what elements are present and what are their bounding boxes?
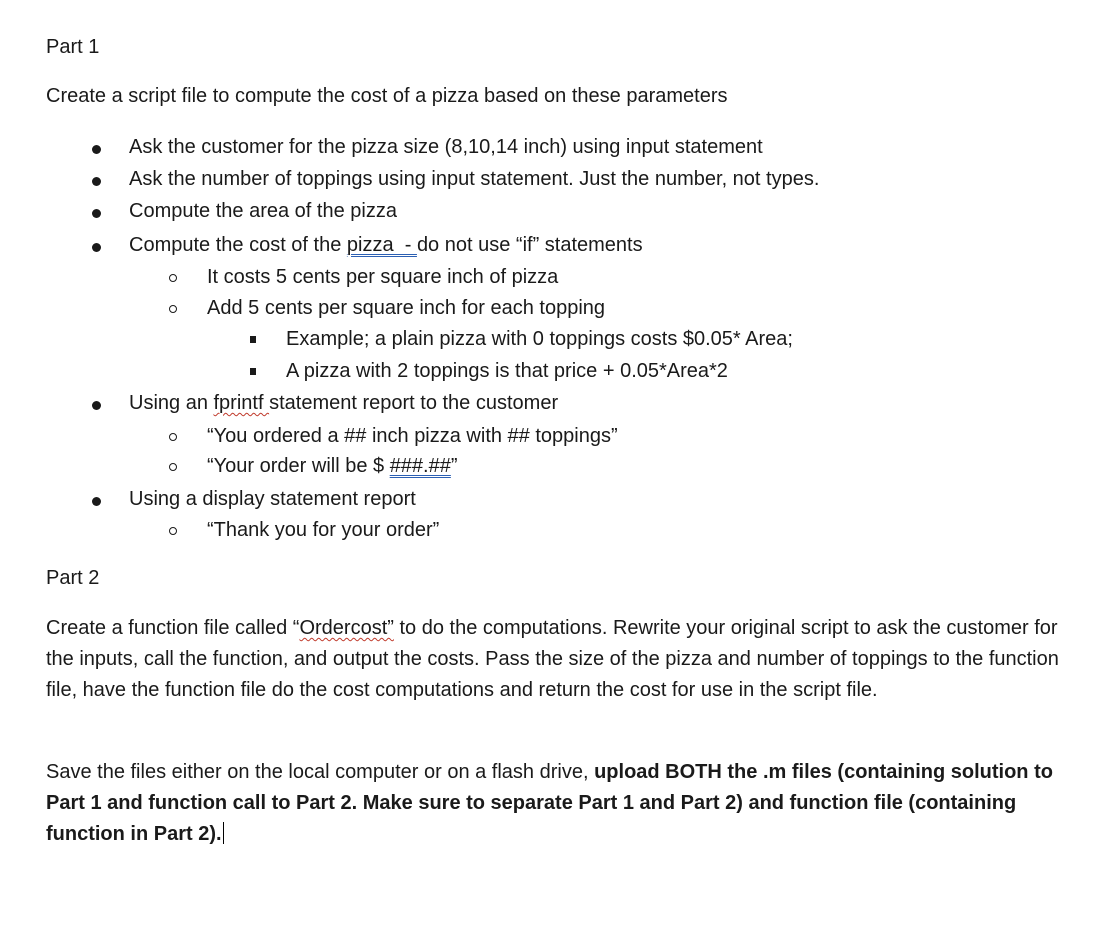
paragraph-text: to do the computations. Rewrite your original script to ask the customer for the inputs, call the function, and output the costs. Pass the size of the pizza and number of toppings to the function file, have the function file do the cost computations and return the cost for use in the script file.	[46, 617, 1059, 701]
list-item: Ask the number of toppings using input statement. Just the number, not types.	[129, 168, 820, 190]
spelling-flag[interactable]: fprintf	[213, 392, 270, 414]
bullet-dot-icon	[92, 209, 101, 218]
list-item-text: statement report to the customer	[269, 392, 559, 414]
bullet-dot-icon	[92, 243, 101, 252]
square-bullet-icon	[250, 336, 256, 343]
bullet-dot-icon	[92, 401, 101, 410]
part1-heading: Part 1	[46, 36, 100, 58]
submission-paragraph	[46, 757, 1066, 850]
paragraph-text: Create a function file called “	[46, 617, 300, 639]
grammar-flag[interactable]: ###.##	[389, 455, 451, 477]
hollow-bullet-icon	[169, 527, 177, 535]
list-item	[129, 234, 643, 257]
hollow-bullet-icon	[169, 463, 177, 471]
hollow-bullet-icon	[169, 274, 177, 282]
list-item: Ask the customer for the pizza size (8,10,14 inch) using input statement	[129, 136, 763, 158]
list-item: Compute the area of the pizza	[129, 200, 397, 222]
part1-intro: Create a script file to compute the cost of a pizza based on these parameters	[46, 85, 728, 107]
bullet-dot-icon	[92, 497, 101, 506]
grammar-flag[interactable]: pizza -	[346, 234, 417, 256]
sub-list-item: “You ordered a ## inch pizza with ## toppings”	[207, 425, 618, 447]
part2-heading: Part 2	[46, 567, 100, 589]
paragraph-text: Save the files either on the local computer or on a flash drive,	[46, 761, 595, 783]
text-cursor	[223, 822, 225, 844]
list-item-text: “Your order will be $	[207, 455, 390, 477]
spelling-flag[interactable]: Ordercost”	[299, 617, 394, 639]
paragraph-bold-text: upload BOTH the .m files (containing solution to Part 1 and function call to Part 2. Make sure to separate Part 1 and Part 2) and function file (containing function in Part 2).	[46, 761, 1053, 845]
list-item-text: ”	[450, 455, 458, 477]
square-bullet-icon	[250, 368, 256, 375]
sub-list-item	[207, 455, 458, 478]
sub-sub-list-item: A pizza with 2 toppings is that price + 0.05*Area*2	[286, 360, 728, 382]
hollow-bullet-icon	[169, 305, 177, 313]
sub-list-item: Add 5 cents per square inch for each topping	[207, 297, 606, 319]
list-item	[129, 392, 558, 415]
sub-list-item: It costs 5 cents per square inch of pizza	[207, 266, 559, 288]
sub-list-item: “Thank you for your order”	[207, 519, 440, 541]
bullet-dot-icon	[92, 177, 101, 186]
sub-sub-list-item: Example; a plain pizza with 0 toppings costs $0.05* Area;	[286, 328, 793, 350]
list-item-text: do not use “if” statements	[416, 234, 643, 256]
list-item: Using a display statement report	[129, 488, 416, 510]
part2-paragraph	[46, 613, 1066, 706]
hollow-bullet-icon	[169, 433, 177, 441]
list-item-text: Using an	[129, 392, 214, 414]
list-item-text: Compute the cost of the	[129, 234, 347, 256]
bullet-dot-icon	[92, 145, 101, 154]
